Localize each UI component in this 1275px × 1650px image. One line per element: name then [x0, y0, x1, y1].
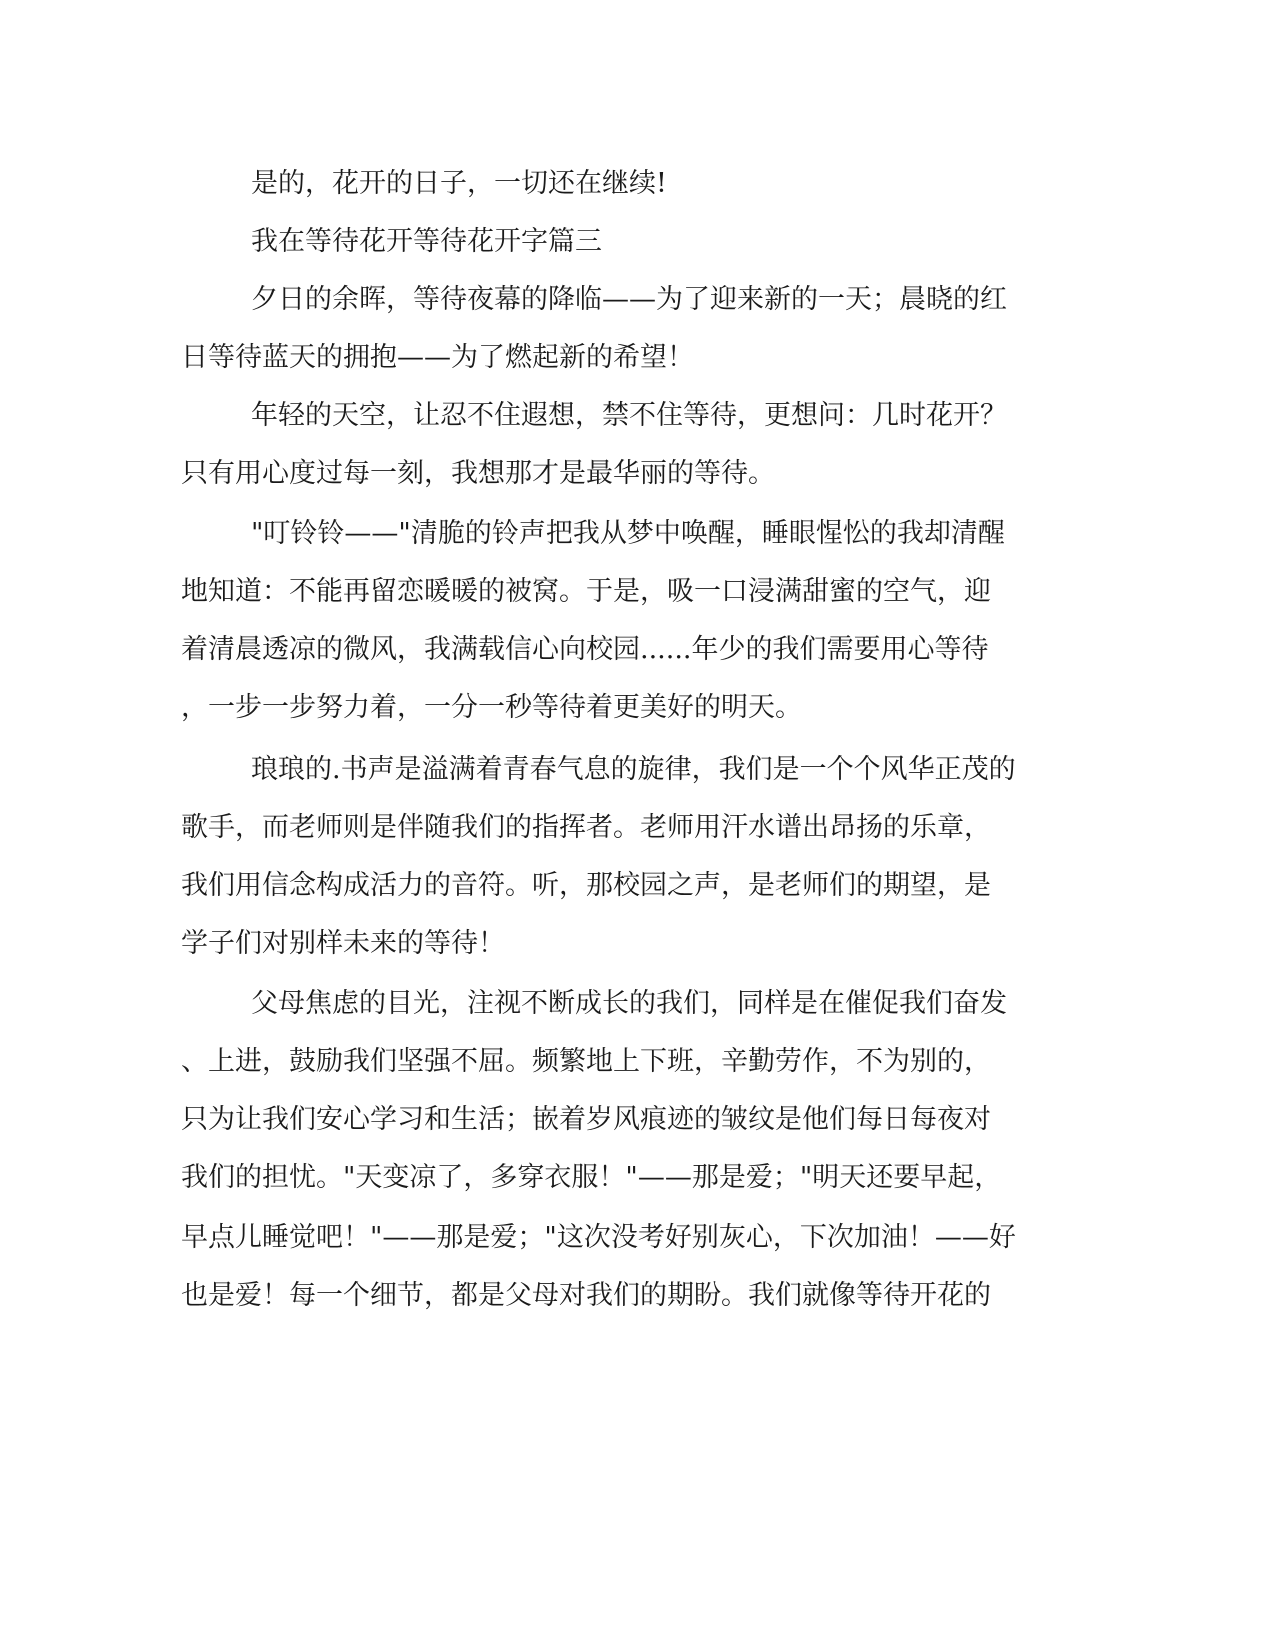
text-line: 也是爱！每一个细节，都是父母对我们的期盼。我们就像等待开花的	[181, 1280, 991, 1311]
text-line: 父母焦虑的目光，注视不断成长的我们，同样是在催促我们奋发	[251, 988, 1007, 1019]
text-line: 我们用信念构成活力的音符。听，那校园之声，是老师们的期望，是	[181, 870, 991, 901]
text-line: 只有用心度过每一刻，我想那才是最华丽的等待。	[181, 458, 775, 489]
text-line: 琅琅的.书声是溢满着青春气息的旋律，我们是一个个风华正茂的	[251, 754, 1016, 785]
text-line: 年轻的天空，让忍不住遐想，禁不住等待，更想问：几时花开？	[251, 400, 1007, 431]
text-line: 是的，花开的日子，一切还在继续!	[251, 168, 667, 199]
text-line: ，一步一步努力着，一分一秒等待着更美好的明天。	[181, 692, 802, 723]
text-line: 地知道：不能再留恋暖暖的被窝。于是，吸一口浸满甜蜜的空气，迎	[181, 576, 991, 607]
text-line: 夕日的余晖，等待夜幕的降临——为了迎来新的一天；晨晓的红	[251, 284, 1007, 315]
text-line: 学子们对别样未来的等待！	[181, 928, 505, 959]
text-line: 我们的担忧。"天变凉了，多穿衣服！"——那是爱；"明天还要早起，	[181, 1162, 1002, 1193]
text-line: "叮铃铃——"清脆的铃声把我从梦中唤醒，睡眼惺忪的我却清醒	[251, 518, 1005, 549]
text-line: 日等待蓝天的拥抱——为了燃起新的希望！	[181, 342, 694, 373]
text-line: 早点儿睡觉吧！"——那是爱；"这次没考好别灰心，下次加油！——好	[181, 1222, 1016, 1253]
text-line: 歌手，而老师则是伴随我们的指挥者。老师用汗水谱出昂扬的乐章，	[181, 812, 991, 843]
text-line: 只为让我们安心学习和生活；嵌着岁风痕迹的皱纹是他们每日每夜对	[181, 1104, 991, 1135]
text-line: 、上进，鼓励我们坚强不屈。频繁地上下班，辛勤劳作，不为别的，	[181, 1046, 991, 1077]
text-line: 着清晨透凉的微风，我满载信心向校园......年少的我们需要用心等待	[181, 634, 989, 665]
section-heading: 我在等待花开等待花开字篇三	[251, 226, 602, 257]
